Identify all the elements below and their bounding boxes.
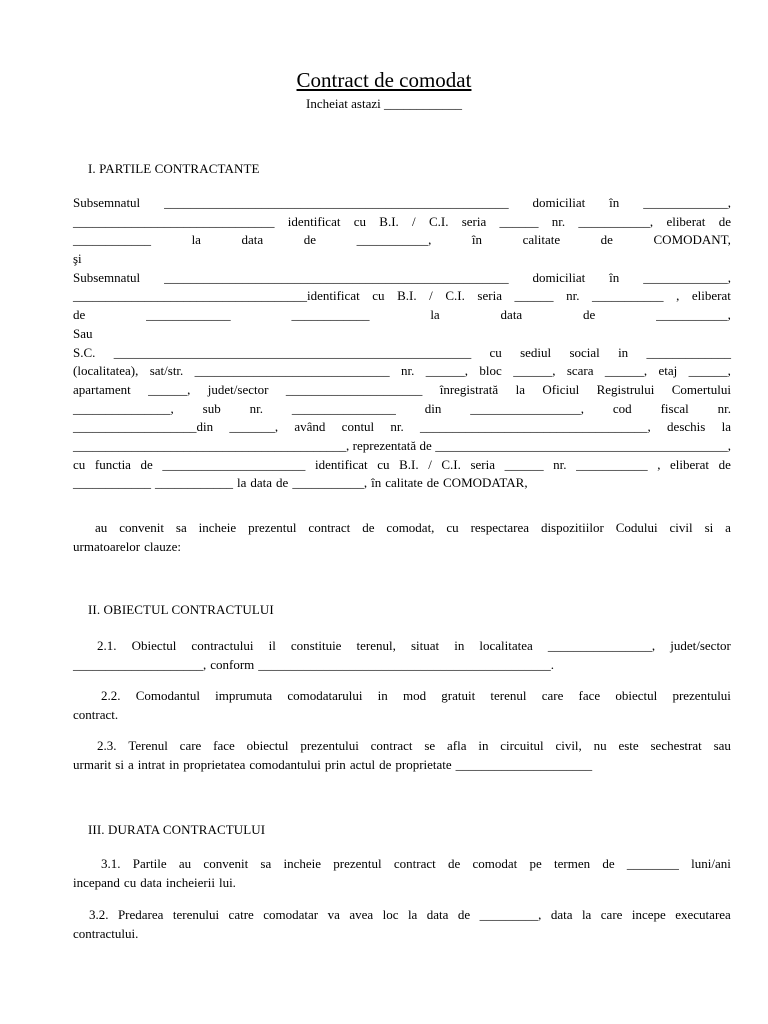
word: Codului [615,520,658,535]
word: Subsemnatul [73,269,141,285]
word: incepand [73,874,120,890]
word: ______________________________ [194,363,390,379]
word: luni/ani [691,856,731,871]
word: domiciliat [532,195,586,210]
word: în [609,195,620,210]
word: afla [447,738,467,753]
word: la [515,381,525,397]
word: 3.1. [101,856,121,871]
word: având [294,419,326,435]
word: este [618,738,639,753]
word: 3.2. [89,907,109,922]
word: _________________, [470,400,585,416]
text-line [73,381,731,400]
word: sediul [520,344,552,360]
word: contract [308,520,351,535]
clause-2-3 [73,737,731,774]
word: circuitul [500,738,544,753]
word: ______, [688,363,731,379]
word: a [127,756,134,772]
text-line [73,656,731,675]
word: _____________ [146,307,231,323]
word: în [371,475,382,491]
word: _______________________________________________________ [113,344,472,360]
word: si [704,520,714,535]
word: de [419,437,432,453]
word: prezentul [248,520,297,535]
word: comodatarului [287,688,363,703]
word: ___________________________________, [420,419,651,435]
word: cu [446,520,459,535]
word: _______________________________ [73,213,275,229]
word: şi [73,251,82,267]
word: obiectul [246,738,289,753]
parties-paragraph [73,194,731,493]
word: _____________________________________________________ [164,269,509,285]
word: care [541,688,564,703]
word: ______________________ [162,456,306,472]
word: situat [410,638,440,653]
word: care [179,738,202,753]
word: Terenul [128,738,168,753]
document-date-line: Incheiat astazi ____________ [306,96,462,111]
word: de [276,475,289,491]
word: nr. [390,419,404,435]
word: ___________, [578,213,654,229]
word: si [115,756,124,772]
word: contract [393,856,436,871]
word: de [718,456,731,472]
word: C.I. [445,288,465,304]
word: contract [370,738,413,753]
word: Predarea [117,907,164,922]
word: ______, [604,363,648,379]
word: terenului [172,907,220,922]
word: data [250,475,273,491]
document-title: Contract de comodat [296,68,472,92]
word: catre [228,907,254,922]
word: care [600,907,623,922]
word: din [424,400,442,416]
word: cu [353,213,367,229]
word: comodatar [263,907,319,922]
word: data [241,232,264,248]
word: eliberat [670,456,710,472]
word: S.C. [73,344,96,360]
text-line [73,538,731,557]
word: seria [461,213,487,229]
word: Obiectul [131,638,177,653]
text-line [73,706,731,725]
section-heading-duration: III. DURATA CONTRACTULUI [88,822,266,837]
word: incheierii [165,874,215,890]
word: ___________ [592,288,664,304]
word: convenit [119,520,164,535]
word: Sau [73,325,93,341]
word: proprietatea [183,756,246,772]
word: comodantului [249,756,321,772]
word: de [426,475,440,491]
word: au [95,520,108,535]
word: în [609,269,620,285]
agreement-paragraph [73,519,731,556]
word: judet/sector [207,381,269,397]
word: constituie [290,638,342,653]
word: de [718,213,731,229]
word: comodat, [386,520,435,535]
word: nr. [401,363,415,379]
word: ______ [504,456,544,472]
word: in [377,688,388,703]
word: sat/str. [149,363,184,379]
word: va [327,907,340,922]
word: terenul [490,688,527,703]
word: nr. [566,288,580,304]
word: ______ [499,213,539,229]
word: data [426,907,449,922]
clause-2-2 [73,687,731,724]
word: sau [713,738,731,753]
word: data [500,307,523,323]
word: ______, [425,363,469,379]
word: _____________, [643,195,731,210]
word: ________________ [291,400,396,416]
clause-3-1 [73,855,731,892]
word: identificat [287,213,341,229]
word: social [569,344,600,360]
word: sub [202,400,221,416]
word: ____________________, [73,656,207,672]
word: ____________ [291,307,370,323]
word: contractului. [73,925,139,941]
text-line [73,362,731,381]
word: de [73,307,86,323]
word: data [140,874,162,890]
text-line [73,737,731,756]
word: a [725,520,731,535]
word: seria [470,456,496,472]
clause-3-2 [73,906,731,943]
word: au [178,856,192,871]
word: nr. [717,400,731,416]
word: la [191,232,201,248]
word: incheie [198,520,237,535]
word: prezentului [300,738,359,753]
word: pe [529,856,542,871]
text-line [73,269,731,288]
word: _______, [229,419,279,435]
word: contractului [191,638,254,653]
word: _____________________________________________, [435,437,731,453]
section-heading-object: II. OBIECTUL CONTRACTULUI [88,602,274,617]
text-line [73,344,731,363]
word: in [454,638,465,653]
word: cu [489,344,502,360]
word: _____________ [646,344,731,360]
word: urmarit [73,756,112,772]
word: ________ [626,856,679,871]
text-line [73,874,731,893]
word: Comodantul [135,688,200,703]
word: incepe [631,907,666,922]
word: contract. [73,706,119,722]
word: urmatoarelor [73,538,141,554]
word: la [430,307,440,323]
word: COMODANT, [653,232,731,248]
word: deschis [667,419,706,435]
word: comodat [472,856,518,871]
word: face [578,688,601,703]
word: __________________________________________, [73,437,350,453]
word: de [602,856,615,871]
word: prezentul [333,856,382,871]
word: bloc [479,363,502,379]
word: _____________________________________________. [258,656,555,672]
word: apartament [73,381,131,397]
word: 2.1. [97,638,117,653]
word: conform [210,656,255,672]
word: _____________________ [285,381,423,397]
word: ________________, [547,638,656,653]
word: / [429,288,433,304]
word: data [550,907,573,922]
text-line [73,925,731,944]
word: Subsemnatul [73,195,141,210]
word: terenul, [356,638,396,653]
word: COMODATAR, [443,475,528,491]
word: reprezentată [352,437,417,453]
word: Partile [132,856,167,871]
word: C.I. [441,456,461,472]
word: fiscal [660,400,689,416]
word: de [457,907,471,922]
word: ______, [148,381,191,397]
word: ____________ [155,475,233,491]
word: judet/sector [670,638,731,653]
section-heading-parties: I. PARTILE CONTRACTANTE [88,161,260,176]
word: ______, [513,363,556,379]
word: C.I. [428,213,449,229]
word: B.I. [379,213,399,229]
word: obiectul [615,688,658,703]
word: nr. [553,456,567,472]
word: face [213,738,235,753]
word: la [237,475,247,491]
text-line [73,906,731,925]
word: ___________ [576,456,648,472]
word: convenit [203,856,249,871]
word: avea [349,907,374,922]
word: intrat [137,756,166,772]
word: , [657,456,661,472]
word: de [583,307,596,323]
word: la [407,907,418,922]
word: de [600,232,613,248]
word: 2.2. [101,688,121,703]
word: etaj [658,363,678,379]
word: , [676,288,680,304]
word: localitatea [479,638,533,653]
word: seria [477,288,502,304]
word: _________, [479,907,542,922]
word: eliberat [691,288,731,304]
word: înregistrată [439,381,499,397]
word: actul [349,756,376,772]
word: in [169,756,180,772]
word: sa [175,520,187,535]
text-line [73,687,731,706]
word: _____________________________________________________ [164,195,509,210]
clause-2-1 [73,637,731,674]
word: nr. [249,400,263,416]
word: dispozitiilor [540,520,604,535]
word: cu [73,456,86,472]
word: 2.3. [97,738,117,753]
text-line [73,456,731,475]
text-line [73,250,731,269]
word: loc [382,907,399,922]
word: imprumuta [215,688,273,703]
word: _____________________ [455,756,593,772]
word: se [424,738,436,753]
word: civil, [555,738,582,753]
word: ___________, [292,475,368,491]
word: clauze: [144,538,181,554]
word: Registrului [596,381,655,397]
word: il [268,638,276,653]
word: cu [377,456,390,472]
text-line [73,325,731,344]
word: de [303,232,317,248]
text-line [73,418,731,437]
word: de [362,520,375,535]
word: ______ [514,288,554,304]
word: calitate [522,232,561,248]
text-line [73,213,731,232]
text-line [73,519,731,538]
word: incheie [283,856,322,871]
word: respectarea [470,520,530,535]
word: Oficiul [542,381,580,397]
text-line [73,287,731,306]
word: eliberat [666,213,706,229]
word: Comertului [671,381,731,397]
word: de [448,856,461,871]
word: nu [593,738,607,753]
text-line [73,637,731,656]
word: la [721,419,731,435]
word: de [379,756,392,772]
word: / [412,213,416,229]
word: ____________ [73,475,151,491]
word: termen [554,856,591,871]
word: executarea [675,907,731,922]
word: de [140,456,153,472]
word: ___________________din [73,419,214,435]
word: in [478,738,489,753]
word: _____________, [643,269,731,285]
word: nr. [551,213,566,229]
text-line [73,474,731,493]
word: cod [612,400,632,416]
word: civil [669,520,693,535]
word: / [428,456,432,472]
word: ___________, [356,232,432,248]
word: calitate [385,475,423,491]
word: (localitatea), [73,363,139,379]
word: domiciliat [532,269,586,285]
word: ____________ [73,232,151,248]
word: contul [341,419,375,435]
word: în [471,232,483,248]
word: ____________________________________identificat [73,288,360,304]
text-line [73,756,731,775]
word: _______________, [73,400,174,416]
word: in [618,344,629,360]
text-line [73,231,731,250]
word: gratuit [441,688,476,703]
text-line [73,400,731,419]
word: mod [402,688,427,703]
text-line [73,855,731,874]
word: B.I. [399,456,419,472]
word: la [581,907,592,922]
text-line [73,437,731,456]
word: B.I. [397,288,417,304]
word: cu [372,288,385,304]
text-line [73,306,731,325]
text-line [73,194,731,213]
word: identificat [314,456,368,472]
word: sechestrat [650,738,702,753]
word: lui. [218,874,236,890]
word: sa [260,856,272,871]
word: prin [324,756,346,772]
word: prezentului [672,688,731,703]
word: ___________, [656,307,731,323]
word: functia [94,456,131,472]
word: scara [566,363,594,379]
word: cu [123,874,137,890]
word: proprietate [395,756,452,772]
